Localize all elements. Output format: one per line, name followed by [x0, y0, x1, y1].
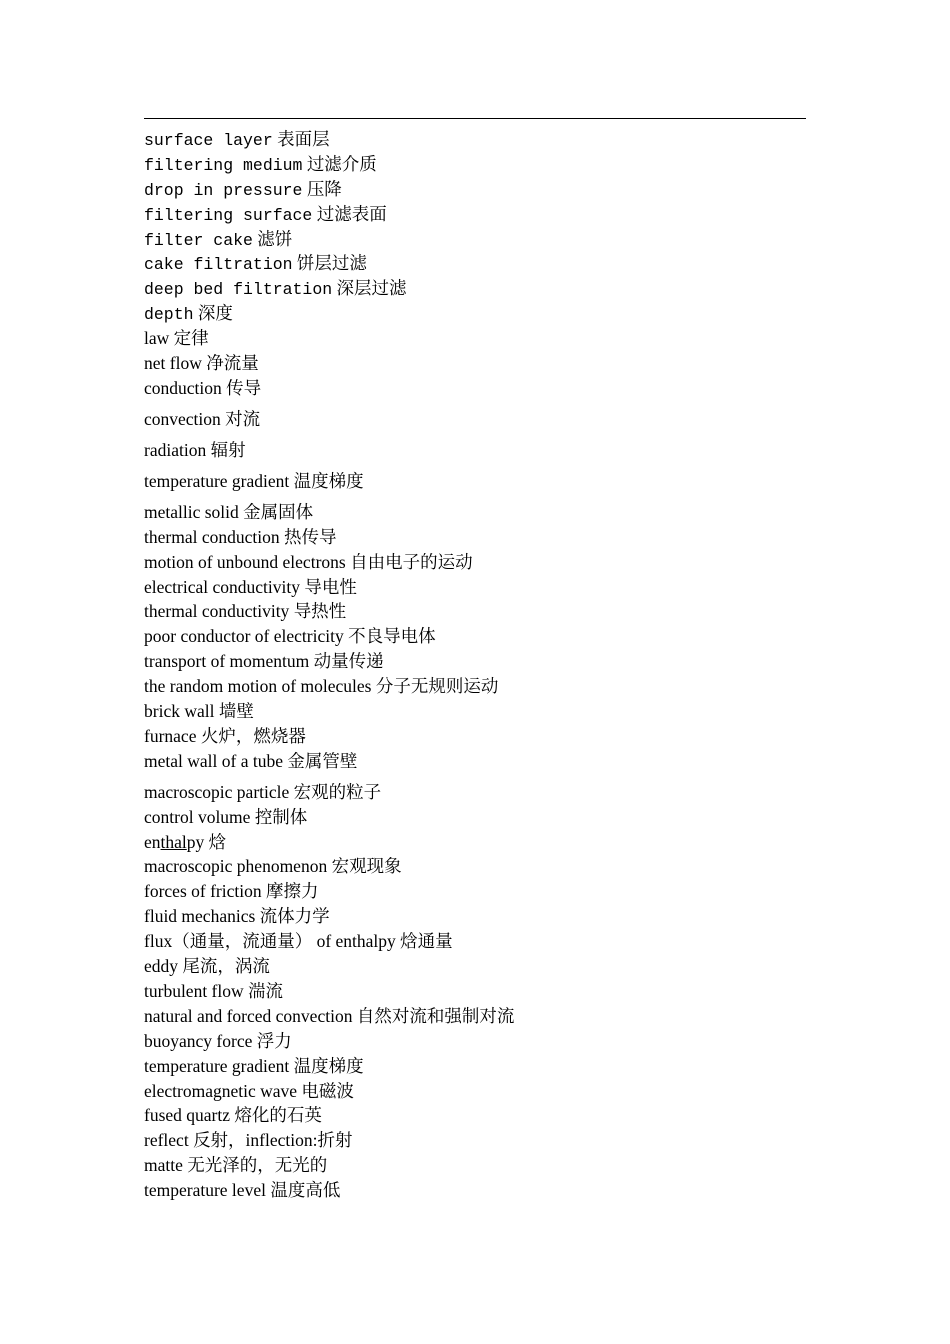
entry-term: metallic solid [144, 501, 239, 522]
entry-term: eddy [144, 956, 179, 977]
entry-term: fluid mechanics [144, 906, 256, 927]
entry-term: law [144, 328, 170, 349]
entry-term: deep bed filtration [144, 280, 333, 300]
entry-translation: 传导 [226, 377, 262, 398]
glossary-entry [144, 805, 806, 830]
glossary-entry [144, 550, 806, 575]
entry-translation: 焓通量 [400, 931, 453, 952]
entry-term: temperature gradient [144, 1055, 290, 1076]
glossary-entry [144, 1103, 806, 1128]
entry-term: transport of momentum [144, 651, 310, 672]
glossary-entry [144, 854, 806, 879]
entry-translation: 导电性 [304, 576, 357, 597]
entry-translation: 不良导电体 [348, 626, 436, 647]
entry-translation: 表面层 [277, 129, 330, 149]
entry-translation: 火炉，燃烧器 [200, 725, 306, 746]
entry-term: macroscopic phenomenon [144, 856, 328, 877]
entry-term: filter cake [144, 230, 253, 250]
entry-translation: 深度 [197, 303, 233, 324]
entry-term: control volume [144, 806, 251, 827]
entry-translation: 尾流，涡流 [182, 956, 270, 977]
glossary-entry [144, 376, 806, 401]
entry-translation: 压降 [306, 178, 342, 199]
header-rule [144, 118, 806, 119]
glossary-entry [144, 494, 806, 525]
entry-translation: 控制体 [254, 806, 308, 827]
entry-term: the random motion of molecules [144, 676, 372, 697]
entry-translation: 宏观现象 [331, 856, 402, 877]
entry-term: conduction [144, 377, 222, 398]
glossary-entry [144, 724, 806, 749]
entry-translation: 浮力 [256, 1030, 292, 1051]
glossary-entry [144, 432, 806, 463]
glossary-entry [144, 351, 806, 376]
glossary-entry [144, 1079, 806, 1104]
glossary-entry [144, 904, 806, 929]
glossary-entry [144, 276, 806, 301]
glossary-entry [144, 1128, 806, 1153]
entry-translation: 动量传递 [313, 651, 384, 672]
glossary-entry [144, 774, 806, 805]
entry-term: radiation [144, 439, 207, 460]
glossary-entry [144, 599, 806, 624]
entry-translation: 自由电子的运动 [350, 551, 473, 572]
entry-translation: 金属管壁 [287, 750, 358, 771]
glossary-entry [144, 929, 806, 954]
entry-term: turbulent flow [144, 980, 244, 1001]
glossary-entry [144, 202, 806, 227]
entry-translation: 熔化的石英 [234, 1105, 322, 1126]
underlined-term-part: thal [160, 831, 187, 852]
entry-translation: 湍流 [248, 980, 284, 1001]
glossary-entry [144, 463, 806, 494]
glossary-entry [144, 177, 806, 202]
glossary-entry [144, 674, 806, 699]
entry-term: brick wall [144, 701, 215, 722]
entry-term: forces of friction [144, 881, 262, 902]
entry-term: electrical conductivity [144, 576, 300, 597]
entry-translation: 辐射 [210, 439, 246, 460]
glossary-entry [144, 699, 806, 724]
entry-translation: 热传导 [283, 526, 337, 547]
glossary-entry [144, 152, 806, 177]
entry-term: thermal conduction [144, 526, 280, 547]
term-part: en [144, 831, 161, 852]
entry-term: matte [144, 1155, 183, 1176]
entry-translation: 对流 [225, 408, 261, 429]
entry-term: reflect [144, 1130, 189, 1151]
entry-translation: 净流量 [206, 353, 259, 374]
entry-term: filtering surface [144, 205, 313, 225]
entry-translation: 宏观的粒子 [293, 781, 382, 802]
entry-translation: 电磁波 [301, 1080, 354, 1101]
entry-term: drop in pressure [144, 180, 303, 200]
entry-term: convection [144, 408, 226, 429]
glossary-entry [144, 251, 806, 276]
entry-translation: 饼层过滤 [296, 253, 367, 274]
entry-translation: 定律 [173, 328, 209, 349]
glossary-entry [144, 1004, 806, 1029]
entry-translation: 深层过滤 [336, 278, 407, 299]
entry-term: fused quartz [144, 1105, 231, 1126]
entry-translation: 过滤介质 [306, 153, 377, 174]
glossary-entry [144, 879, 806, 904]
glossary-entry [144, 1054, 806, 1079]
entry-term: motion of unbound electrons [144, 551, 346, 572]
entry-term: net flow [144, 353, 202, 374]
entry-term: temperature gradient [144, 470, 290, 491]
entry-term: surface layer [144, 131, 273, 150]
glossary-entry [144, 1029, 806, 1054]
glossary-entry [144, 979, 806, 1004]
entry-term: buoyancy force [144, 1030, 253, 1051]
glossary-entry [144, 127, 806, 152]
glossary-entry [144, 575, 806, 600]
entry-term: flux（通量，流通量） of enthalpy [144, 931, 396, 952]
glossary-entry [144, 401, 806, 432]
glossary-entry [144, 1178, 806, 1203]
entry-translation: 无光泽的，无光的 [187, 1155, 328, 1176]
entry-term: natural and forced convection [144, 1005, 353, 1026]
entry-translation: 分子无规则运动 [375, 676, 499, 697]
entry-translation: 导热性 [293, 601, 347, 622]
glossary-list [144, 127, 806, 1203]
entry-translation: 摩擦力 [265, 881, 319, 902]
entry-term: poor conductor of electricity [144, 626, 344, 647]
entry-term: furnace [144, 725, 197, 746]
entry-translation: 温度梯度 [293, 470, 364, 491]
entry-translation: 温度高低 [270, 1180, 341, 1201]
entry-term: cake filtration [144, 255, 293, 275]
entry-term: electromagnetic wave [144, 1080, 298, 1101]
entry-translation: 滤饼 [257, 228, 293, 249]
entry-translation: 焓 [208, 831, 227, 852]
term-part: py [186, 831, 205, 852]
glossary-entry [144, 749, 806, 774]
entry-translation: 流体力学 [259, 906, 330, 927]
entry-translation: 过滤表面 [316, 203, 387, 224]
entry-term: filtering medium [144, 155, 303, 175]
glossary-entry [144, 326, 806, 351]
entry-translation: 墙壁 [218, 701, 254, 722]
glossary-entry [144, 301, 806, 326]
entry-translation: 反射，inflection:折射 [193, 1130, 353, 1151]
glossary-entry [144, 1153, 806, 1178]
entry-term: temperature level [144, 1180, 266, 1201]
entry-term: depth [144, 305, 194, 325]
entry-term [144, 832, 204, 852]
entry-translation: 金属固体 [243, 501, 314, 522]
glossary-entry [144, 624, 806, 649]
glossary-entry [144, 954, 806, 979]
entry-term: metal wall of a tube [144, 750, 283, 771]
glossary-entry [144, 227, 806, 252]
entry-term: macroscopic particle [144, 781, 290, 802]
entry-translation: 温度梯度 [293, 1055, 364, 1076]
entry-term: thermal conductivity [144, 601, 290, 622]
glossary-entry [144, 830, 806, 855]
glossary-entry [144, 649, 806, 674]
glossary-entry [144, 525, 806, 550]
entry-translation: 自然对流和强制对流 [356, 1005, 515, 1026]
